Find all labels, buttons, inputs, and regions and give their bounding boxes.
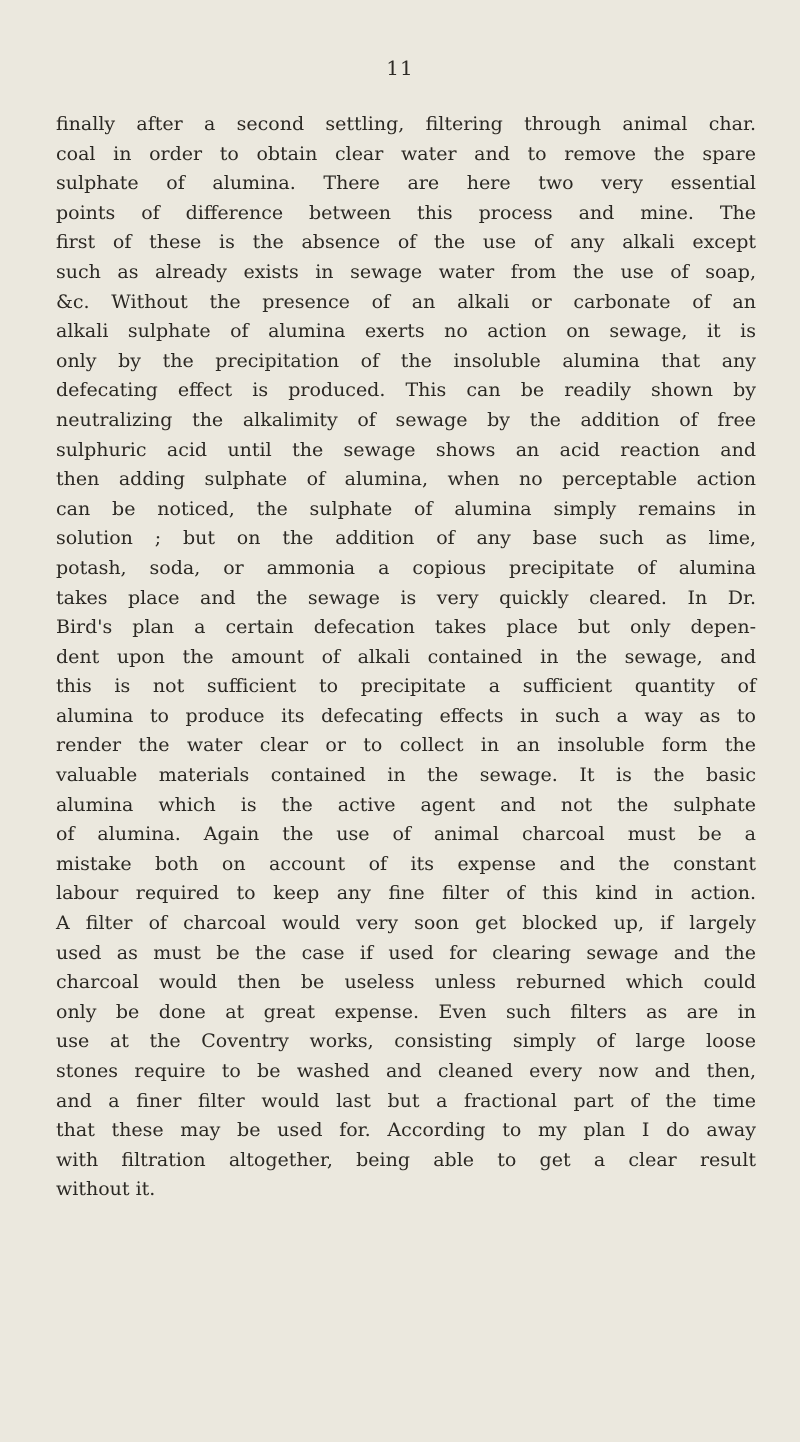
text-line: sulphate of alumina. There are here two very essential [56, 172, 756, 195]
text-line: that these may be used for. According to my plan I do away [56, 1119, 756, 1142]
text-line: A filter of charcoal would very soon get blocked up, if largely [56, 912, 756, 935]
body-text [56, 110, 756, 1205]
text-line: of alumina. Again the use of animal charcoal must be a [56, 823, 756, 846]
text-line: valuable materials contained in the sewage. It is the basic [56, 764, 756, 787]
text-line: finally after a second settling, filtering through animal char. [56, 113, 756, 135]
text-line: only be done at great expense. Even such filters as are in [56, 1000, 756, 1023]
text-line: alkali sulphate of alumina exerts no action on sewage, it is [56, 320, 756, 343]
text-line: alumina which is the active agent and not the sulphate [56, 793, 756, 816]
text-line: takes place and the sewage is very quickly cleared. In Dr. [56, 586, 756, 609]
text-line: charcoal would then be useless unless reburned which could [56, 971, 756, 994]
text-line: alumina to produce its defecating effects in such a way as to [56, 704, 756, 727]
text-line: solution ; but on the addition of any base such as lime, [56, 527, 756, 550]
text-line: dent upon the amount of alkali contained in the sewage, and [56, 645, 756, 668]
text-line: labour required to keep any fine filter of this kind in action. [56, 882, 756, 905]
text-line: sulphuric acid until the sewage shows an acid reaction and [56, 438, 756, 461]
text-line: stones require to be washed and cleaned every now and then, [56, 1060, 756, 1082]
text-line: without it. [56, 1178, 156, 1201]
text-line: use at the Coventry works, consisting simply of large loose [56, 1030, 756, 1053]
text-line: with filtration altogether, being able to get a clear result [56, 1148, 756, 1171]
text-line: Bird's plan a certain defecation takes place but only depen- [56, 616, 756, 639]
text-line: first of these is the absence of the use of any alkali except [56, 231, 756, 254]
text-line: such as already exists in sewage water from the use of soap, [56, 260, 756, 283]
text-line: this is not sufficient to precipitate a sufficient quantity of [56, 675, 756, 698]
text-line: and a finer filter would last but a fractional part of the time [56, 1089, 756, 1112]
text-line: neutralizing the alkalimity of sewage by the addition of free [56, 408, 756, 431]
text-line: &c. Without the presence of an alkali or carbonate of an [56, 290, 756, 313]
text-line: potash, soda, or ammonia a copious precipitate of alumina [56, 556, 756, 579]
text-line: used as must be the case if used for clearing sewage and the [56, 941, 756, 964]
text-line: can be noticed, the sulphate of alumina simply remains in [56, 497, 756, 520]
text-line: coal in order to obtain clear water and to remove the spare [56, 142, 756, 165]
page-number: 11 [386, 56, 414, 80]
text-line: render the water clear or to collect in an insoluble form the [56, 734, 756, 757]
text-line: only by the precipitation of the insoluble alumina that any [56, 349, 756, 372]
text-line: then adding sulphate of alumina, when no perceptable action [56, 468, 756, 491]
text-line: points of difference between this process and mine. The [56, 201, 756, 224]
text-line: defecating effect is produced. This can be readily shown by [56, 379, 756, 402]
text-line: mistake both on account of its expense and the constant [56, 852, 756, 875]
